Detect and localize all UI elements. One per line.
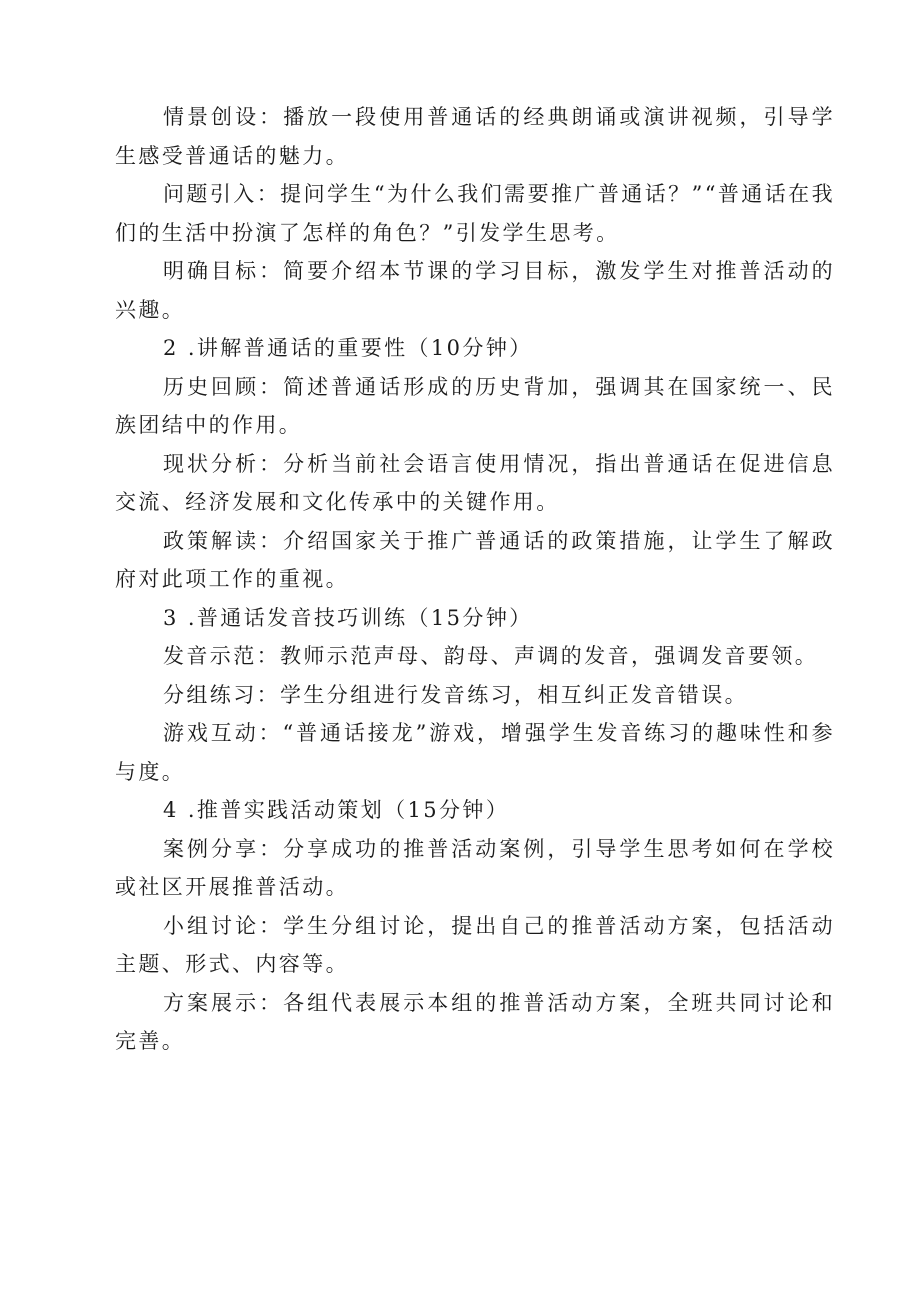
paragraph-history-review: 历史回顾：简述普通话形成的历史背加，强调其在国家统一、民族团结中的作用。 [115,374,835,437]
paragraph-scenario-setup: 情景创设：播放一段使用普通话的经典朗诵或演讲视频，引导学生感受普通话的魅力。 [115,105,835,168]
paragraph-plan-presentation: 方案展示：各组代表展示本组的推普活动方案，全班共同讨论和完善。 [115,990,835,1053]
paragraph-group-discussion: 小组讨论：学生分组讨论，提出自己的推普活动方案，包括活动主题、形式、内容等。 [115,913,835,976]
paragraph-clear-goals: 明确目标：简要介绍本节课的学习目标，激发学生对推普活动的兴趣。 [115,259,835,322]
paragraph-group-practice: 分组练习：学生分组进行发音练习，相互纠正发音错误。 [163,682,748,707]
section-heading-2: 2 .讲解普通话的重要性（10分钟） [163,336,533,360]
section-heading-4: 4 .推普实践活动策划（15分钟） [163,798,510,822]
paragraph-case-sharing: 案例分享：分享成功的推普活动案例，引导学生思考如何在学校或社区开展推普活动。 [115,836,835,899]
document-body [115,98,835,1061]
paragraph-status-analysis: 现状分析：分析当前社会语言使用情况，指出普通话在促进信息交流、经济发展和文化传承中的关键作用。 [115,451,835,514]
section-heading-3: 3 .普通话发音技巧训练（15分钟） [163,605,533,630]
paragraph-policy-interpretation: 政策解读：介绍国家关于推广普通话的政策措施，让学生了解政府对此项工作的重视。 [115,528,835,591]
paragraph-game-interaction: 游戏互动：“普通话接龙”游戏，增强学生发音练习的趣味性和参与度。 [115,721,835,784]
paragraph-question-intro: 问题引入：提问学生“为什么我们需要推广普通话？”“普通话在我们的生活中扮演了怎样的角色？”引发学生思考。 [115,182,835,245]
paragraph-pronunciation-demo: 发音示范：教师示范声母、韵母、声调的发音，强调发音要领。 [163,644,819,668]
